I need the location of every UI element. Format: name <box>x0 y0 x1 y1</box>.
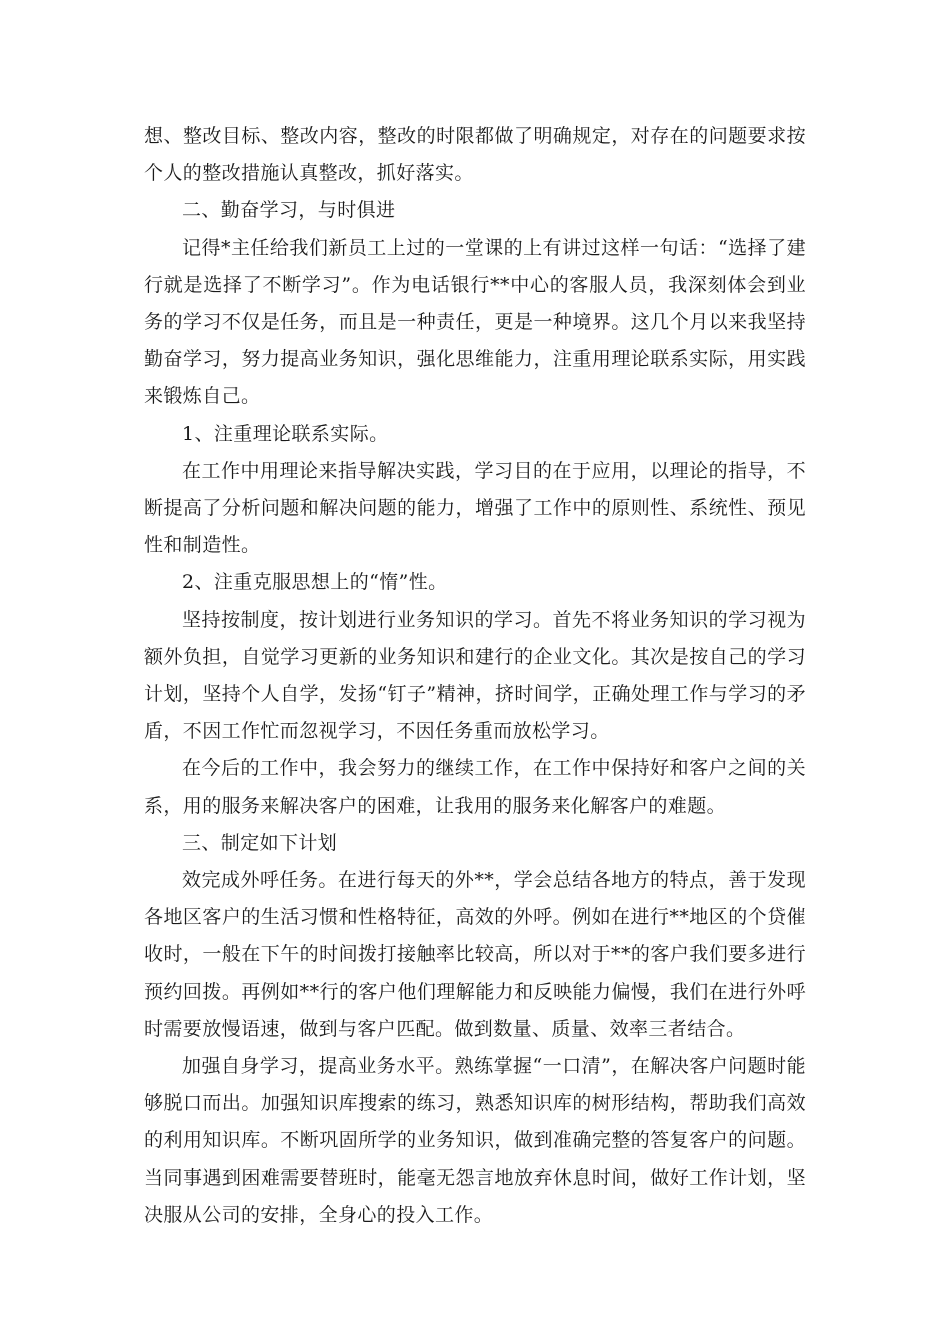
paragraph-study-plan: 坚持按制度，按计划进行业务知识的学习。首先不将业务知识的学习视为额外负担，自觉学习更新的业务知识和建行的企业文化。其次是按自己的学习计划，坚持个人自学，发扬“钉子”精神，挤时间学，正确处理工作与学习的矛盾，不因工作忙而忽视学习，不因任务重而放松学习。 <box>144 608 806 743</box>
paragraph-outbound-calls: 效完成外呼任务。在进行每天的外**，学会总结各地方的特点，善于发现各地区客户的生活习惯和性格特征，高效的外呼。例如在进行**地区的个贷催收时，一般在下午的时间拨打接触率比较高，所以对于**的客户我们要多进行预约回拨。再例如**行的客户他们理解能力和反映能力偏慢，我们在进行外呼时需要放慢语速，做到与客户匹配。做到数量、质量、效率三者结合。 <box>144 869 806 1040</box>
paragraph-future-work: 在今后的工作中，我会努力的继续工作，在工作中保持好和客户之间的关系，用的服务来解决客户的困难，让我用的服务来化解客户的难题。 <box>144 757 806 817</box>
section-heading-2: 二、勤奋学习，与时俱进 <box>182 199 396 222</box>
paragraph-study: 记得*主任给我们新员工上过的一堂课的上有讲过这样一句话：“选择了建行就是选择了不断学习”。作为电话银行**中心的客服人员，我深刻体会到业务的学习不仅是任务，而且是一种责任，更是一种境界。这几个月以来我坚持勤奋学习，努力提高业务知识，强化思维能力，注重用理论联系实际，用实践来锻炼自己。 <box>144 236 806 408</box>
subheading-1: 1、注重理论联系实际。 <box>182 422 389 445</box>
subheading-2: 2、注重克服思想上的“惰”性。 <box>182 571 448 594</box>
document-body <box>144 118 806 1234</box>
paragraph-continuation: 想、整改目标、整改内容，整改的时限都做了明确规定，对存在的问题要求按个人的整改措施认真整改，抓好落实。 <box>144 125 806 185</box>
section-heading-3: 三、制定如下计划 <box>182 831 338 854</box>
paragraph-theory-practice: 在工作中用理论来指导解决实践，学习目的在于应用，以理论的指导，不断提高了分析问题和解决问题的能力，增强了工作中的原则性、系统性、预见性和制造性。 <box>144 459 806 557</box>
paragraph-self-learning: 加强自身学习，提高业务水平。熟练掌握“一口清”，在解决客户问题时能够脱口而出。加强知识库搜索的练习，熟悉知识库的树形结构，帮助我们高效的利用知识库。不断巩固所学的业务知识，做到准确完整的答复客户的问题。当同事遇到困难需要替班时，能毫无怨言地放弃休息时间，做好工作计划，坚决服从公司的安排，全身心的投入工作。 <box>144 1055 806 1226</box>
